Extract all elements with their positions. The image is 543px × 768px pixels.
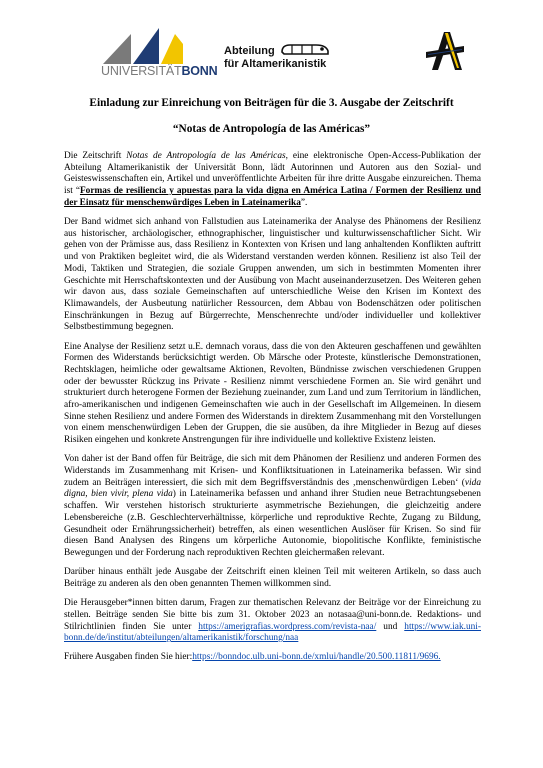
journal-a-logo-icon <box>424 30 466 74</box>
university-name: UNIVERSITÄTBONN <box>101 64 218 78</box>
paragraph-scope: Von daher ist der Band offen für Beiträge, die sich mit dem Phänomen der Resilienz und anderen Formen des Widerstands im Zusammenhang mit Krisen- und Konfliktsituationen in Lateinamerika befassen. Wir sind zudem an Beiträgen interessiert, die sich mit dem Begriffsverständnis des ‚menschenwürdigen Leben‘ (vida digna, bien vivir, plena vida) in Lateinamerika befassen und anhand ihrer Studien neue Betrachtungsebenen schaffen. Wir verstehen historisch strukturierte asymmetrische Beziehungen, die gleichzeitig andere Lebensbereiche (z.B. Geschlechterverhältnisse, körperliche und reproduktive Rechte, Zugang zu Bildung, Gesundheit oder Ernährungssicherheit) betreffen, als einen wesentlichen Auslöser für Krisen. So sind für diesen Band Analysen des Ringens um körperliche Autonomie, biopolitische Konflikte, feministische Bewegungen und der Forderung nach reproduktiven Rechten gleichermaßen relevant. <box>64 454 481 558</box>
paragraph-previous-issues: Frühere Ausgaben finden Sie hier:https://bonndoc.ulb.uni-bonn.de/xmlui/handle/20.500.11811/9696. <box>64 652 441 663</box>
document-header <box>0 0 543 90</box>
guidelines-link-iak[interactable]: https://www.iak.uni-bonn.de/de/institut/abteilungen/altamerikanistik/forschung/naa <box>64 621 481 644</box>
university-logo-shapes-icon <box>101 26 185 66</box>
journal-title: “Notas de Antropología de las Américas” <box>172 123 371 135</box>
guidelines-link-wordpress[interactable]: https://amerigrafias.wordpress.com/revista-naa/ <box>198 621 377 632</box>
department-logo <box>224 45 344 79</box>
theme-title: Formas de resiliencia y apuestas para la vida digna en América Latina / Formen der Resilienz und der Einsatz für menschenwürdiges Leben in Lateinamerika <box>64 186 481 208</box>
page-title: Einladung zur Einreichung von Beiträgen für die 3. Ausgabe der Zeitschrift <box>89 97 454 109</box>
paragraph-submission: Die Herausgeber*innen bitten darum, Fragen zur thematischen Relevanz der Beiträge vor der Einreichung zu stellen. Beiträge senden Sie bitte bis zum 31. Oktober 2023 an notasaa@uni-bonn.de. Redaktions- und Stilrichtlinien finden Sie unter https://amerigrafias.wordpress.com/revista-naa/ und https://www.iak.uni-bonn.de/de/institut/abteilungen/altamerikanistik/forschung/naa <box>64 598 481 644</box>
pre-columbian-glyph-icon <box>280 42 330 56</box>
university-bonn-logo <box>101 26 218 82</box>
department-name-line2: für Altamerikanistik <box>224 58 327 70</box>
previous-issues-link[interactable]: https://bonndoc.ulb.uni-bonn.de/xmlui/handle/20.500.11811/9696. <box>192 652 441 663</box>
paragraph-intro: Die Zeitschrift Notas de Antropología de las Américas, eine elektronische Open-Access-Publikation der Abteilung Altamerikanistik der Universität Bonn, lädt Autorinnen und Autoren aus den Sozial- und Geisteswissenschaften ein, Artikel und unveröffentlichte Arbeiten für ihre dritte Ausgabe einzureichen. Thema ist “Formas de resiliencia y apuestas para la vida digna en América Latina / Formen der Resilienz und der Einsatz für menschenwürdiges Leben in Lateinamerika”. <box>64 151 481 208</box>
paragraph-resistance: Eine Analyse der Resilienz setzt u.E. demnach voraus, dass die von den Akteuren geschaffenen und gewählten Formen des Widerstands berücksichtigt werden. Ob Märsche oder Proteste, künstlerische Demonstrationen, Rechtsklagen, heimliche oder gewaltsame Aktionen, Revolten, Bündnisse zwischen verschiedenen Gruppen oder der bewusster Rückzug ins Private - Resilienz nimmt verschiedene Formen an. Sie wird genährt und strukturiert durch heterogene Formen der Beziehung zueinander, zum Land und zum Territorium in ländlichen, afro-amerikanischen und indigenen Gemeinschaften wie auch in der Gesellschaft im Allgemeinen. In diesem Sinne stehen Resilienz und andere Formen des Widerstands in direktem Zusammenhang mit den Vorstellungen von einem menschenwürdigen Leben der Gruppen, die sie ausüben, da ihre Mitglieder in Bezug auf dieses Risiken eingehen und konkrete Anstrengungen für ihre individuelle und kollektive Existenz leisten. <box>64 341 481 446</box>
journal-name: Notas de Antropología de las Américas <box>126 151 286 161</box>
italic-terms: vida digna, bien vivir, plena vida <box>64 477 481 500</box>
paragraph-other-articles: Darüber hinaus enthält jede Ausgabe der Zeitschrift einen kleinen Teil mit weiteren Artikeln, so dass auch Beiträge zu anderen als den oben genannten Themen willkommen sind. <box>64 567 481 589</box>
department-name-line1: Abteilung <box>224 45 275 57</box>
document-body <box>64 151 481 672</box>
journal-logo <box>424 30 466 74</box>
paragraph-resilience: Der Band widmet sich anhand von Fallstudien aus Lateinamerika der Analyse des Phänomens der Resilienz aus historischer, archäologischer, ethnographischer, linguistischer und kulturwissenschaftlicher Sicht. Wir gehen von der Prämisse aus, dass Resilienz in Kontexten von Krisen und lang anhaltenden Konflikten auftritt und von Praktiken begleitet wird, die als Widerstand verstanden werden können. Resilienz ist also Teil der Modi, Taktiken und Strategien, die soziale Gruppen anwenden, um sich in bestimmten Momenten ihrer Geschichte mit Herrschaftskontexten und der Ausübung von Macht auseinanderzusetzen. Des Weiteren gehen wir davon aus, dass soziale Gemeinschaften auf unterschiedliche Weise den Krisen im Kontext des Klimawandels, der Ausbeutung natürlicher Ressourcen, dem Abbau von Bodenschätzen oder politischen Einschränkungen in Bezug auf Bürgerrechte, Menschenrechte und/oder individueller und kollektiver Selbstbestimmung begegnen. <box>64 217 481 333</box>
